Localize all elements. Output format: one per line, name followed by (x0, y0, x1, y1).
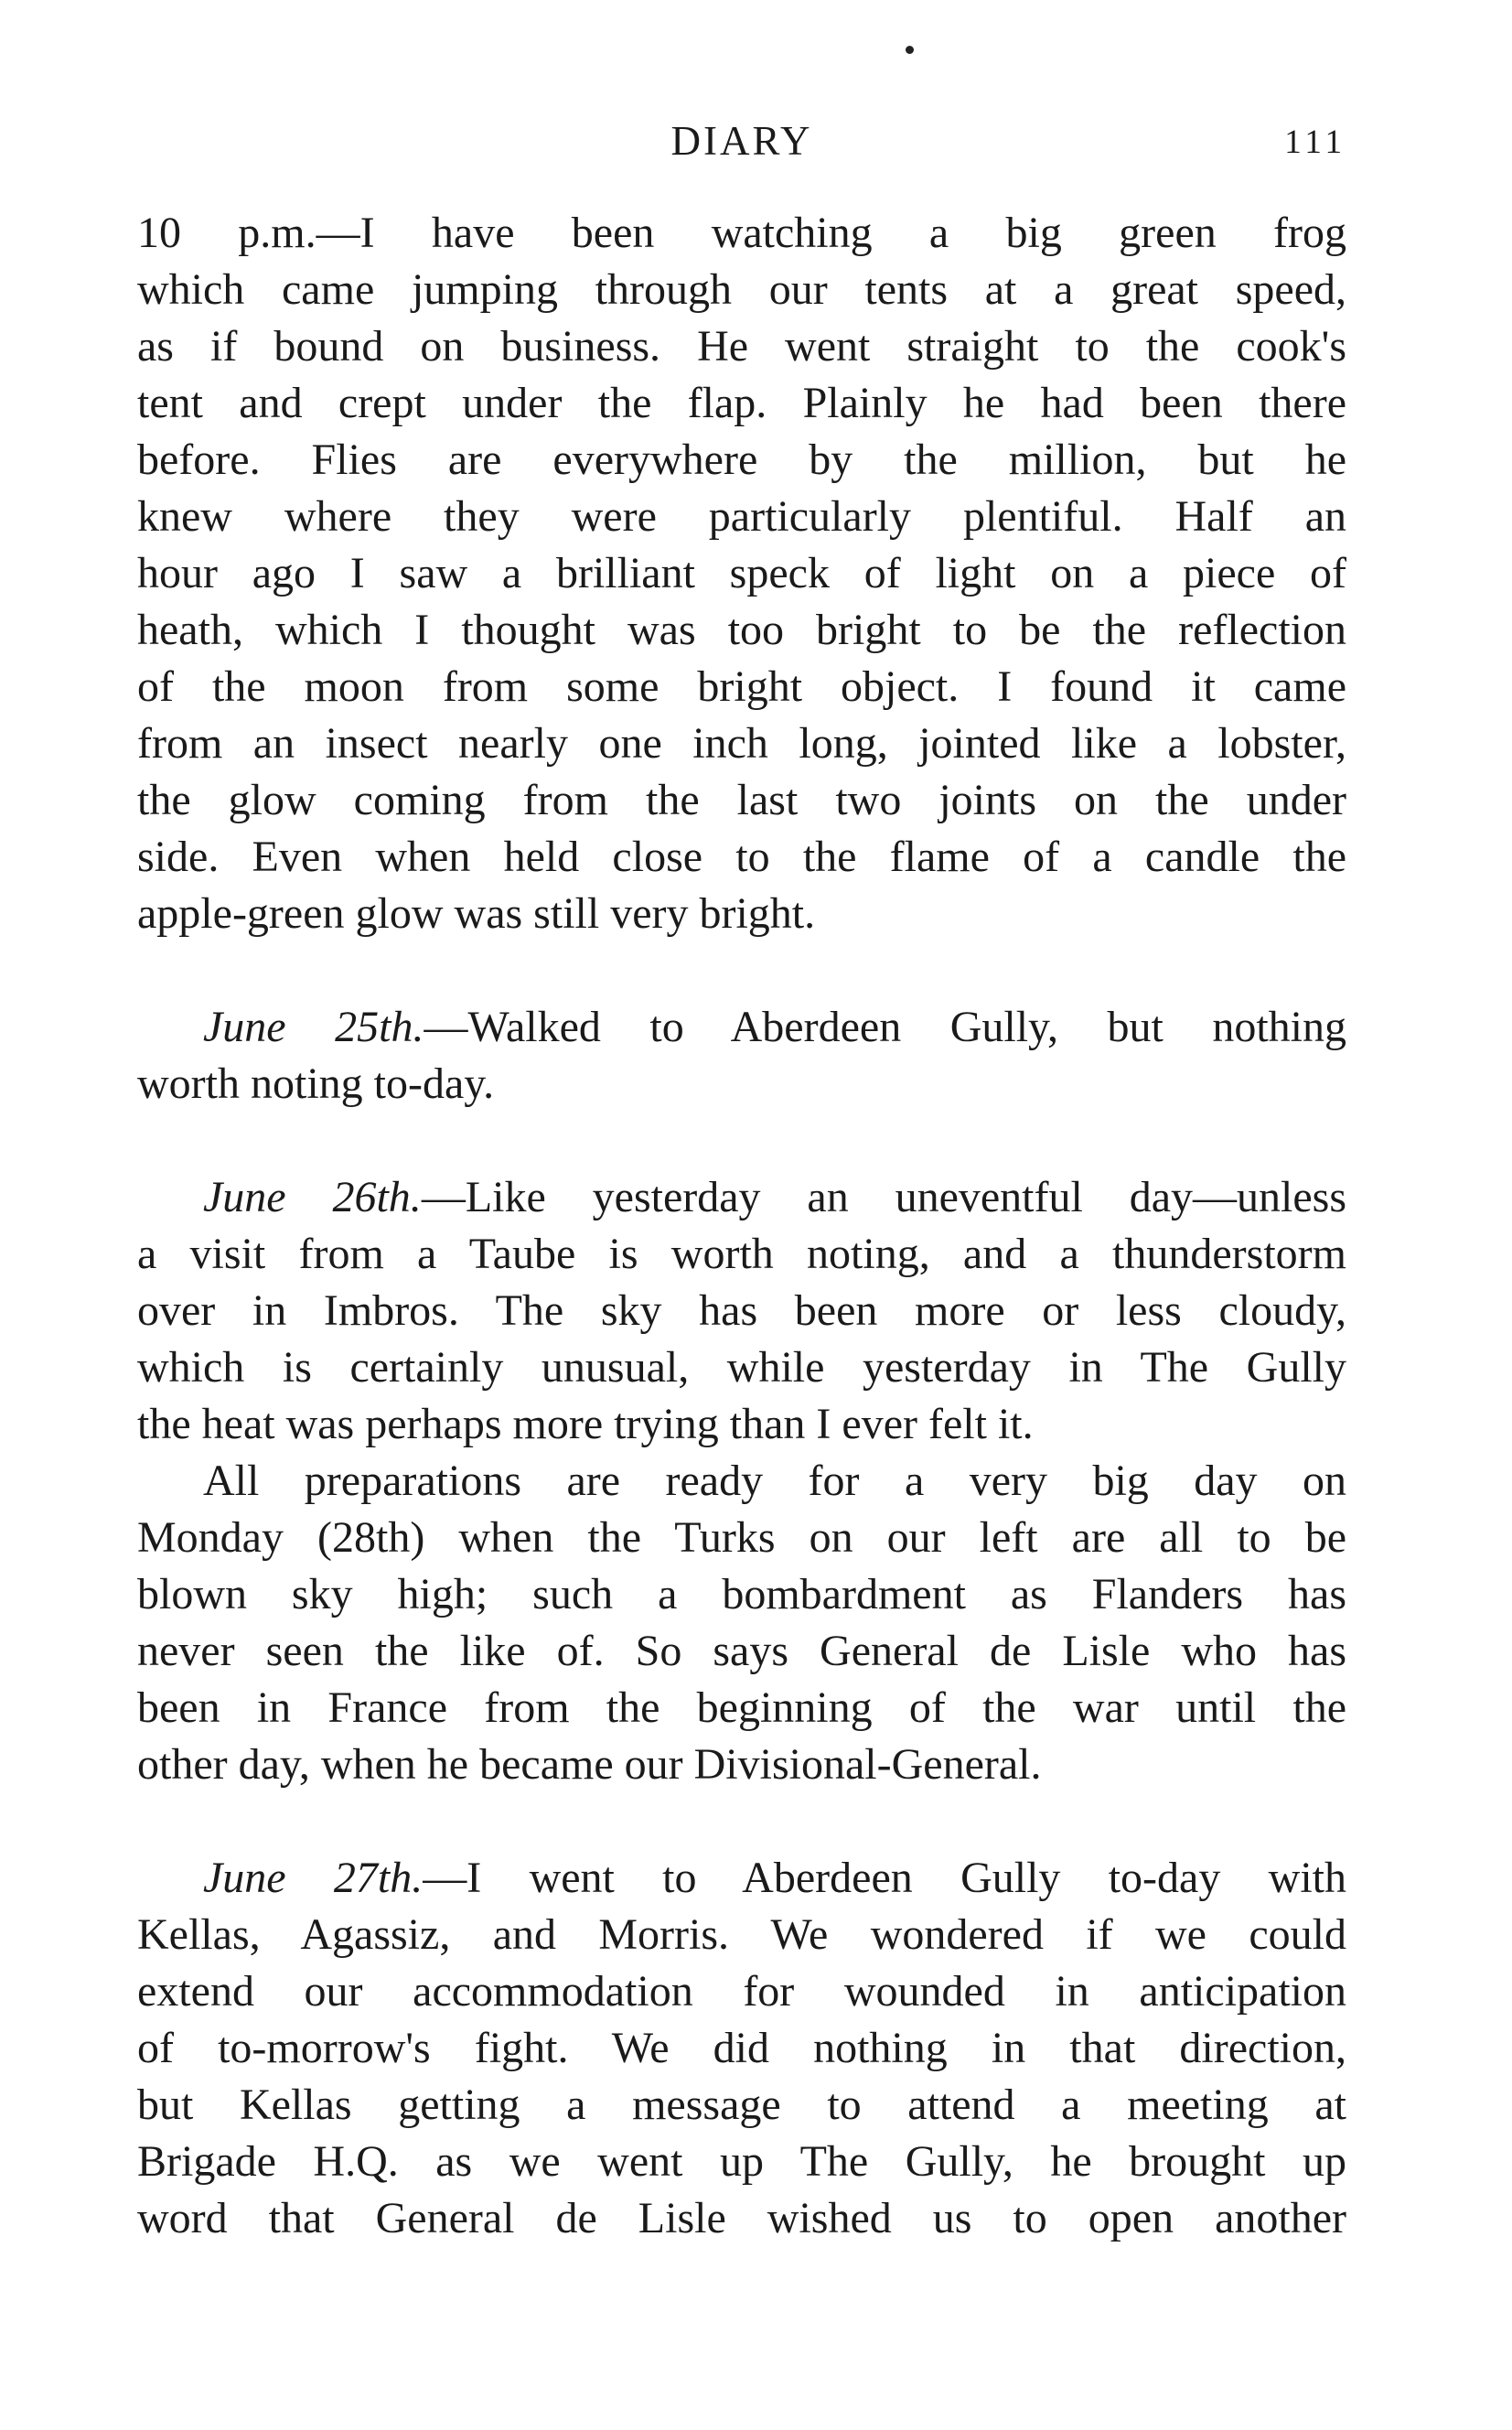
text-line (137, 1850, 1346, 1907)
text-line: Monday (28th) when the Turks on our left are all to be (137, 1513, 1346, 1562)
text-line: which is certainly unusual, while yesterday in The Gully (137, 1343, 1346, 1392)
entry-june-26 (137, 1169, 1346, 1453)
running-title: DIARY (670, 118, 813, 164)
text-line: worth noting to-day. (137, 1059, 495, 1108)
diary-text (137, 205, 1346, 2247)
text-line: side. Even when held close to the flame of a candle the (137, 833, 1346, 881)
text-line: the glow coming from the last two joints on the under (137, 776, 1346, 824)
text-line: 10 p.m.—I have been watching a big green frog (137, 209, 1346, 257)
text-line: hour ago I saw a brilliant speck of light on a piece of (137, 549, 1346, 597)
ink-speck (906, 46, 914, 54)
text-line: never seen the like of. So says General de Lisle who has (137, 1627, 1346, 1675)
entry-text: —I went to Aberdeen Gully to-day with (423, 1854, 1346, 1902)
text-line: All preparations are ready for a very big day on (203, 1457, 1346, 1505)
text-line: which came jumping through our tents at a great speed, (137, 265, 1346, 314)
text-line: been in France from the beginning of the war until the (137, 1683, 1346, 1732)
entry-june-25 (137, 999, 1346, 1113)
text-line: a visit from a Taube is worth noting, and a thunderstorm (137, 1230, 1346, 1278)
text-line: apple-green glow was still very bright. (137, 889, 816, 938)
text-line: Kellas, Agassiz, and Morris. We wondered if we could (137, 1910, 1346, 1959)
text-line (137, 1169, 1346, 1226)
text-line: over in Imbros. The sky has been more or less cloudy, (137, 1286, 1346, 1335)
paragraph-gap (137, 942, 1346, 999)
text-line: tent and crept under the flap. Plainly he had been there (137, 379, 1346, 427)
text-line: the heat was perhaps more trying than I ever felt it. (137, 1400, 1034, 1448)
text-line: from an insect nearly one inch long, jointed like a lobster, (137, 719, 1346, 768)
paragraph-gap (137, 1793, 1346, 1850)
text-line: blown sky high; such a bombardment as Flanders has (137, 1570, 1346, 1618)
entry-text: —Like yesterday an uneventful day—unless (421, 1173, 1346, 1221)
entry-date: June 26th. (203, 1173, 422, 1221)
paragraph-preparations (137, 1453, 1346, 1793)
text-line: before. Flies are everywhere by the million, but he (137, 435, 1346, 484)
page-number: 111 (1284, 124, 1346, 161)
text-line: of the moon from some bright object. I found it came (137, 662, 1346, 711)
text-line: other day, when he became our Divisional-General. (137, 1740, 1042, 1789)
text-line: knew where they were particularly plentiful. Half an (137, 492, 1346, 541)
text-line: but Kellas getting a message to attend a meeting at (137, 2081, 1346, 2129)
text-line: as if bound on business. He went straight to the cook's (137, 322, 1346, 371)
entry-date: June 27th. (203, 1854, 424, 1902)
text-line (137, 999, 1346, 1056)
text-line: heath, which I thought was too bright to be the reflection (137, 606, 1346, 654)
text-line: Brigade H.Q. as we went up The Gully, he brought up (137, 2137, 1346, 2186)
running-head (137, 117, 1346, 172)
paragraph-gap (137, 1113, 1346, 1169)
text-line: word that General de Lisle wished us to open another (137, 2194, 1346, 2242)
entry-june-27 (137, 1850, 1346, 2247)
paragraph-10pm (137, 205, 1346, 942)
text-line: extend our accommodation for wounded in anticipation (137, 1967, 1346, 2016)
entry-text: —Walked to Aberdeen Gully, but nothing (424, 1003, 1346, 1051)
text-line: of to-morrow's fight. We did nothing in that direction, (137, 2024, 1346, 2072)
entry-date: June 25th. (203, 1003, 424, 1051)
